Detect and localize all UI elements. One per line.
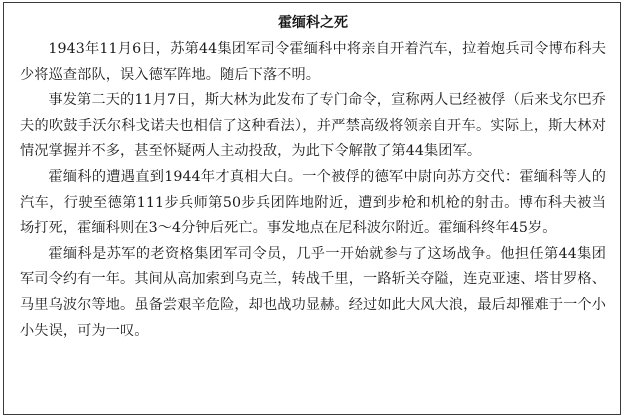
paragraph-4: 霍缅科是苏军的老资格集团军司令员，几乎一开始就参与了这场战争。他担任第44集团军司令约有一年。其间从高加索到乌克兰，转战千里，一路斩关夺隘，连克亚速、塔甘罗格、马里乌波尔等地。虽备尝艰辛危险，却也战功显赫。经过如此大风大浪，最后却罹难于一个小小失误，可为一叹。 xyxy=(20,245,606,339)
paragraph-3: 霍缅科的遭遇直到1944年才真相大白。一个被俘的德军中尉向苏方交代：霍缅科等人的汽车，行驶至德第111步兵师第50步兵团阵地附近，遭到步枪和机枪的射击。博布科夫被当场打死，霍缅科则在3～4分钟后死亡。事发地点在尼科波尔附近。霍缅科终年45岁。 xyxy=(20,168,606,237)
article-frame xyxy=(3,2,621,415)
article-title: 霍缅科之死 xyxy=(278,15,348,31)
paragraph-2: 事发第二天的11月7日，斯大林为此发布了专门命令，宣称两人已经被俘（后来戈尔巴乔夫的吹鼓手沃尔科戈诺夫也相信了这种看法），并严禁高级将领亲自开车。实际上，斯大林对情况掌握并不多，甚至怀疑两人主动投敌，为此下令解散了第44集团军。 xyxy=(20,92,606,160)
paragraph-1: 1943年11月6日，苏第44集团军司令霍缅科中将亲自开着汽车，拉着炮兵司令博布科夫少将巡查部队，误入德军阵地。随后下落不明。 xyxy=(20,41,606,83)
